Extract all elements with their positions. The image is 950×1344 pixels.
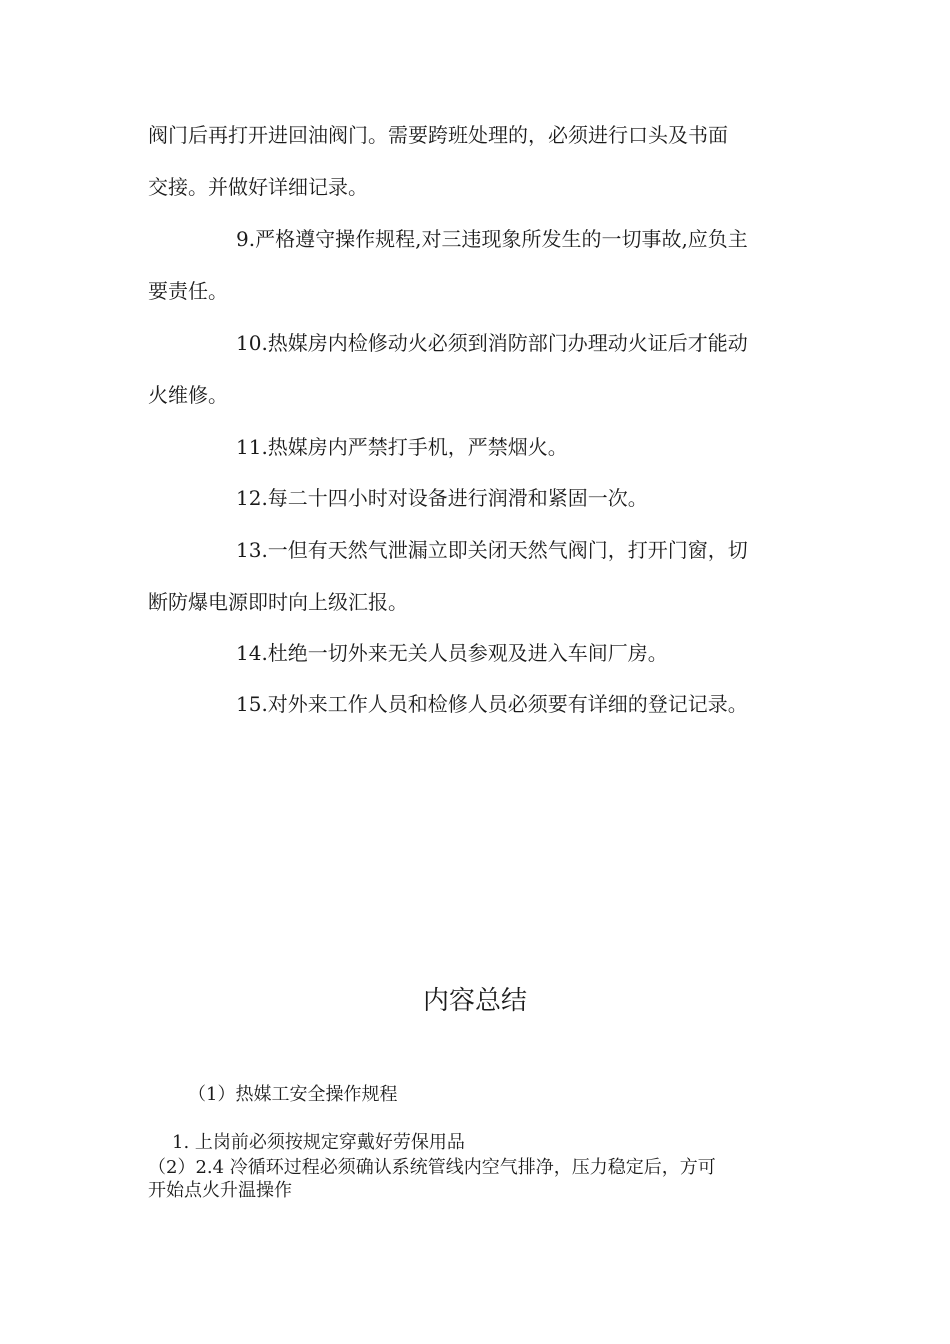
summary-item-continuation: 开始点火升温操作 <box>148 1180 292 1201</box>
summary-heading: （1）热媒工安全操作规程 <box>188 1084 398 1105</box>
paragraph-line: 交接。并做好详细记录。 <box>148 175 368 199</box>
paragraph-line: 阀门后再打开进回油阀门。需要跨班处理的，必须进行口头及书面 <box>148 123 728 147</box>
rule-item-13: 13.一但有天然气泄漏立即关闭天然气阀门，打开门窗，切 <box>236 538 748 562</box>
summary-title: 内容总结 <box>422 986 527 1016</box>
rule-item-12: 12.每二十四小时对设备进行润滑和紧固一次。 <box>236 486 648 510</box>
rule-item-15: 15.对外来工作人员和检修人员必须要有详细的登记记录。 <box>236 692 748 716</box>
rule-item-9-continuation: 要责任。 <box>148 279 228 303</box>
rule-item-13-continuation: 断防爆电源即时向上级汇报。 <box>148 590 408 614</box>
rule-item-9: 9.严格遵守操作规程,对三违现象所发生的一切事故,应负主 <box>236 227 748 251</box>
summary-item: 1. 上岗前必须按规定穿戴好劳保用品 <box>172 1132 465 1153</box>
summary-item: （2）2.4 冷循环过程必须确认系统管线内空气排净，压力稳定后，方可 <box>148 1157 716 1178</box>
rule-item-10-continuation: 火维修。 <box>148 383 228 407</box>
rule-item-14: 14.杜绝一切外来无关人员参观及进入车间厂房。 <box>236 641 668 665</box>
rule-item-10: 10.热媒房内检修动火必须到消防部门办理动火证后才能动 <box>236 331 748 355</box>
rule-item-11: 11.热媒房内严禁打手机，严禁烟火。 <box>236 435 568 459</box>
